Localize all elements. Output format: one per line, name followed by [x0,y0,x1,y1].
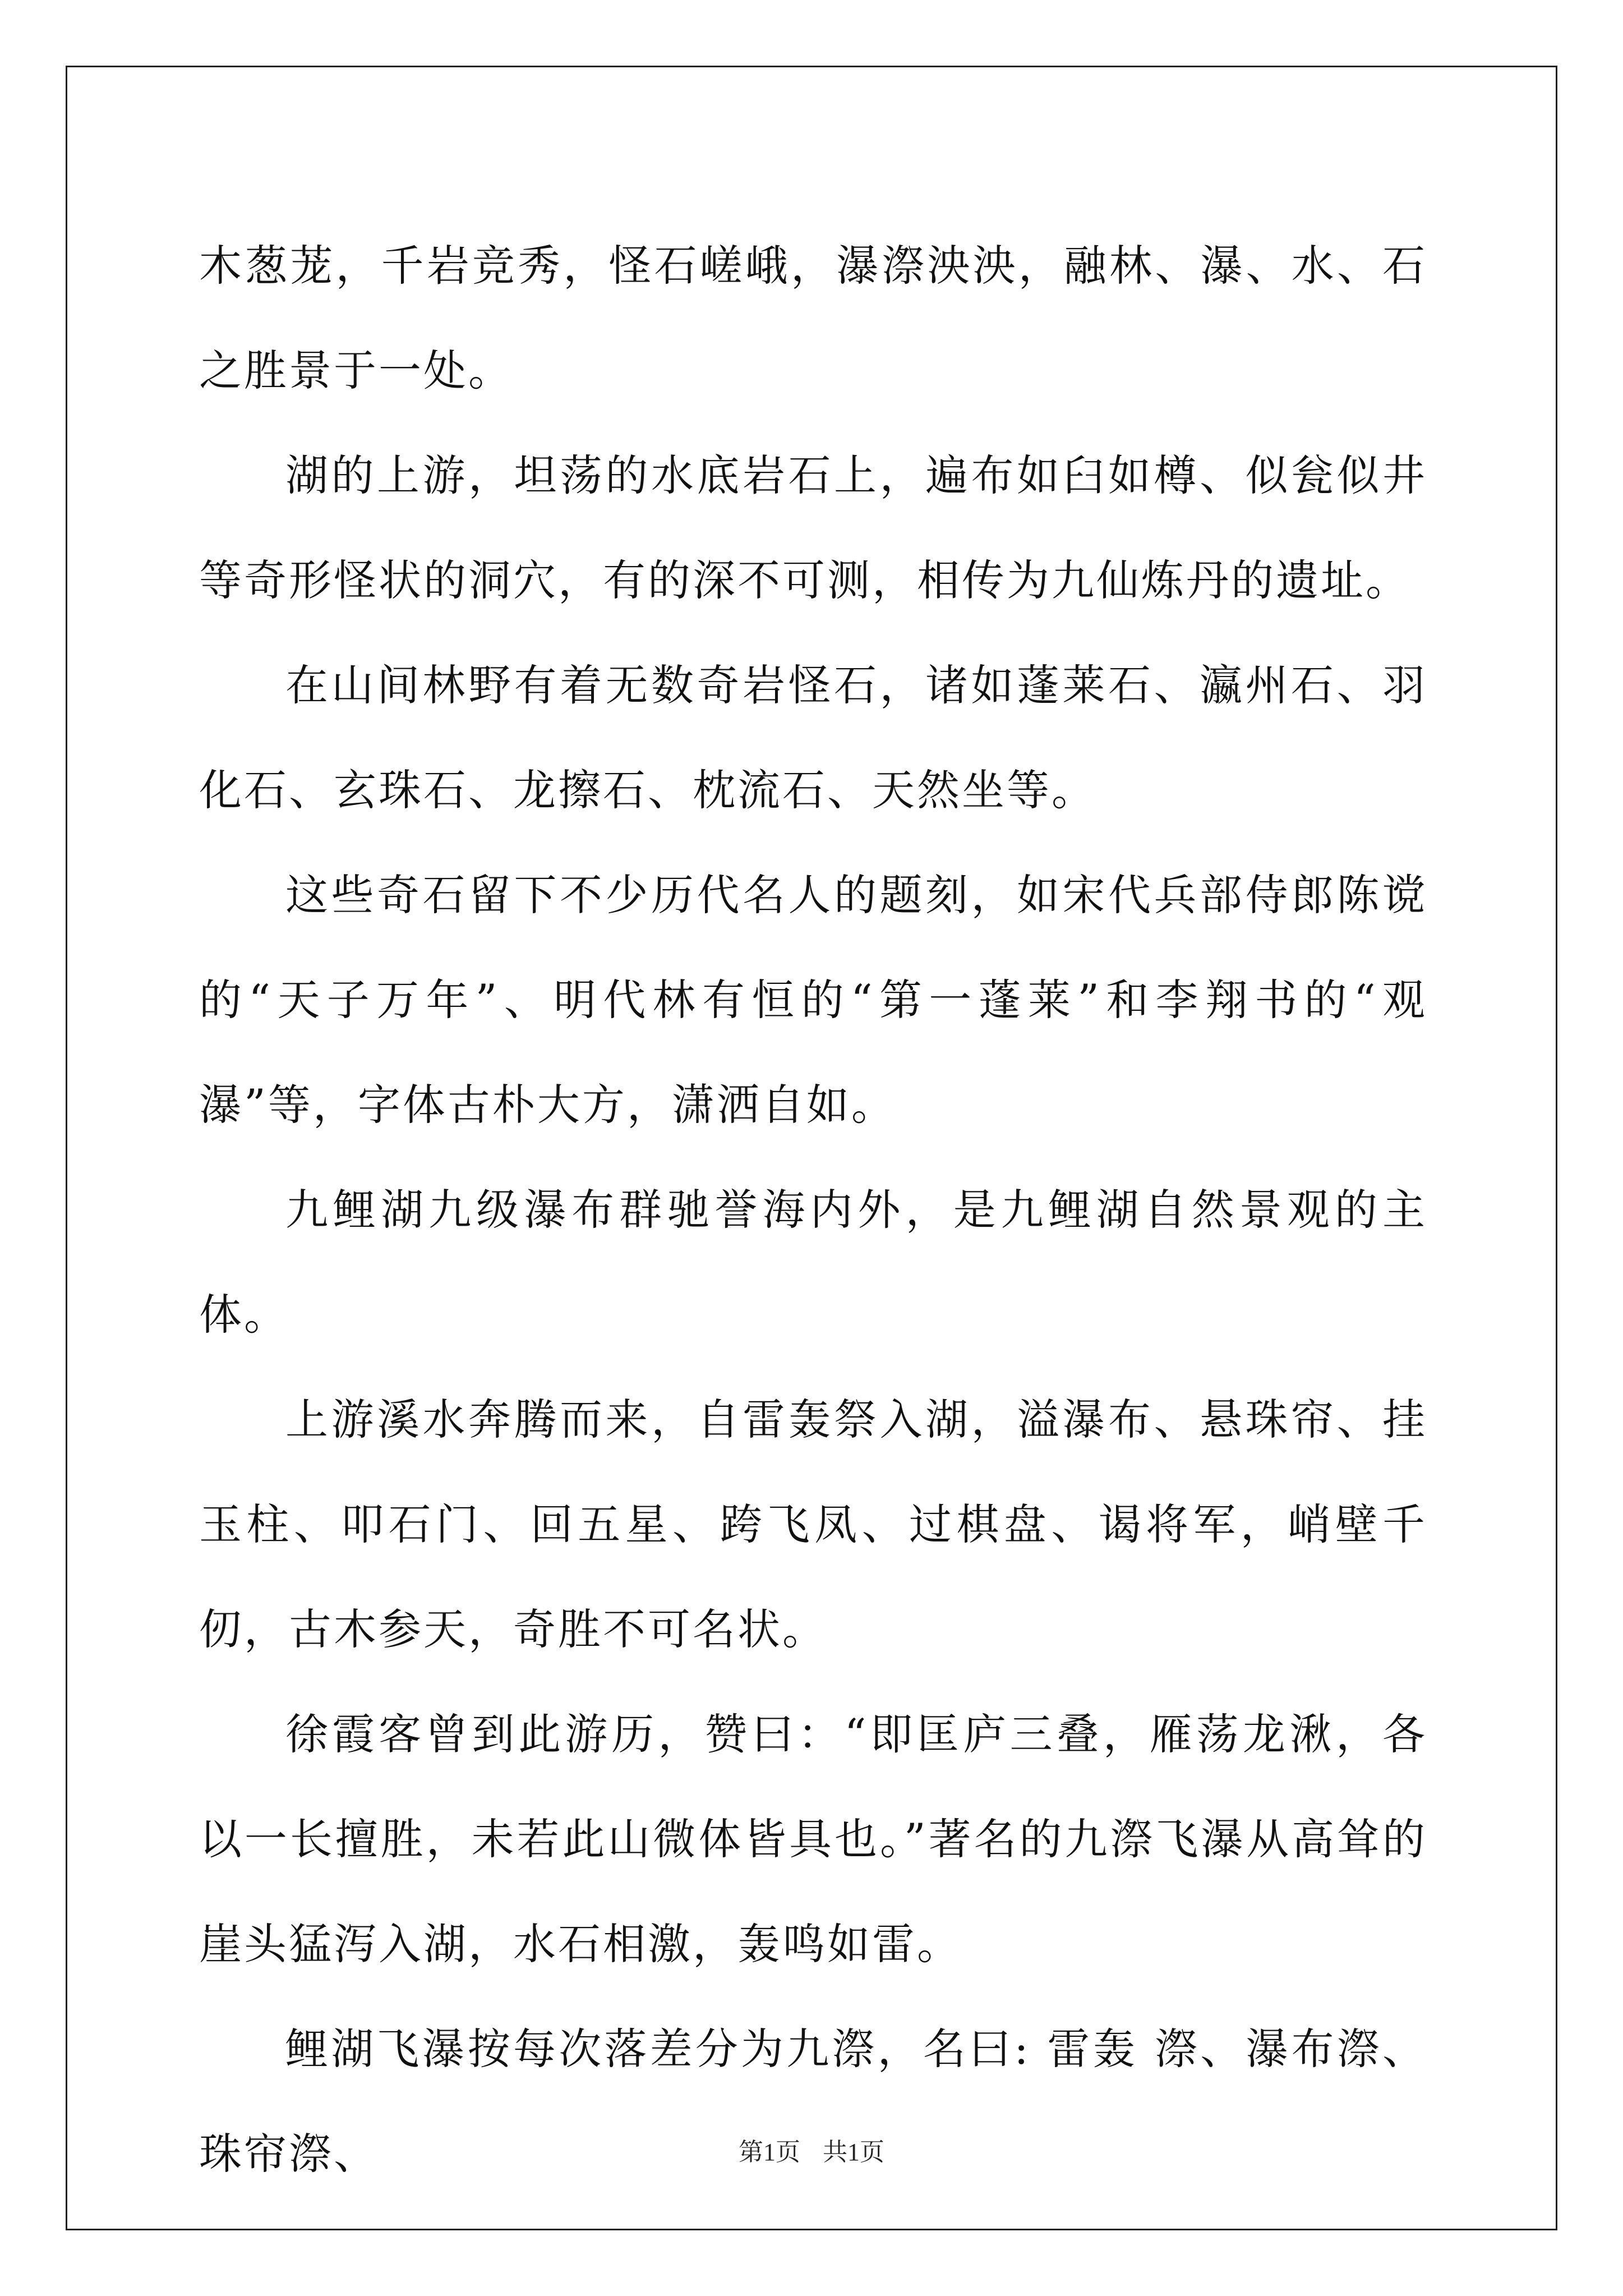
paragraph: 上游溪水奔腾而来，自雷轰祭入湖，溢瀑布、悬珠帘、挂玉柱、叩石门、回五星、跨飞凤、过棋盘、谒将军，峭壁千仞，古木参天，奇胜不可名状。 [199,1395,1427,1654]
paragraph: 徐霞客曾到此游历，赞曰：“即匡庐三叠，雁荡龙湫，各以一长擅胜，未若此山微体皆具也。”著名的九漈飞瀑从高耸的崖头猛泻入湖，水石相激，轰鸣如雷。 [199,1709,1427,1969]
paragraph: 木葱茏，千岩竞秀，怪石嵯峨，瀑漈泱泱，融林、瀑、水、石之胜景于一处。 [199,241,1427,395]
total-pages: 共1页 [823,2138,884,2166]
paragraph: 鲤湖飞瀑按每次落差分为九漈，名曰: 雷轰 漈、瀑布漈、珠帘漈、 [199,2024,1427,2179]
paragraph: 在山间林野有着无数奇岩怪石，诸如蓬莱石、瀛州石、羽化石、玄珠石、龙擦石、枕流石、天然坐等。 [199,660,1427,815]
page-footer [0,2132,1623,2168]
document-body [199,213,1427,2206]
paragraph: 九鲤湖九级瀑布群驰誉海内外，是九鲤湖自然景观的主体。 [199,1185,1427,1340]
paragraph: 这些奇石留下不少历代名人的题刻，如宋代兵部侍郎陈谠的“天子万年”、明代林有恒的“第一蓬莱”和李翔书的“观瀑”等，字体古朴大方，潇洒自如。 [199,870,1427,1130]
page-number: 第1页 [739,2138,800,2166]
paragraph: 湖的上游，坦荡的水底岩石上，遍布如臼如樽、似瓮似井等奇形怪状的洞穴，有的深不可测，相传为九仙炼丹的遗址。 [199,450,1427,605]
